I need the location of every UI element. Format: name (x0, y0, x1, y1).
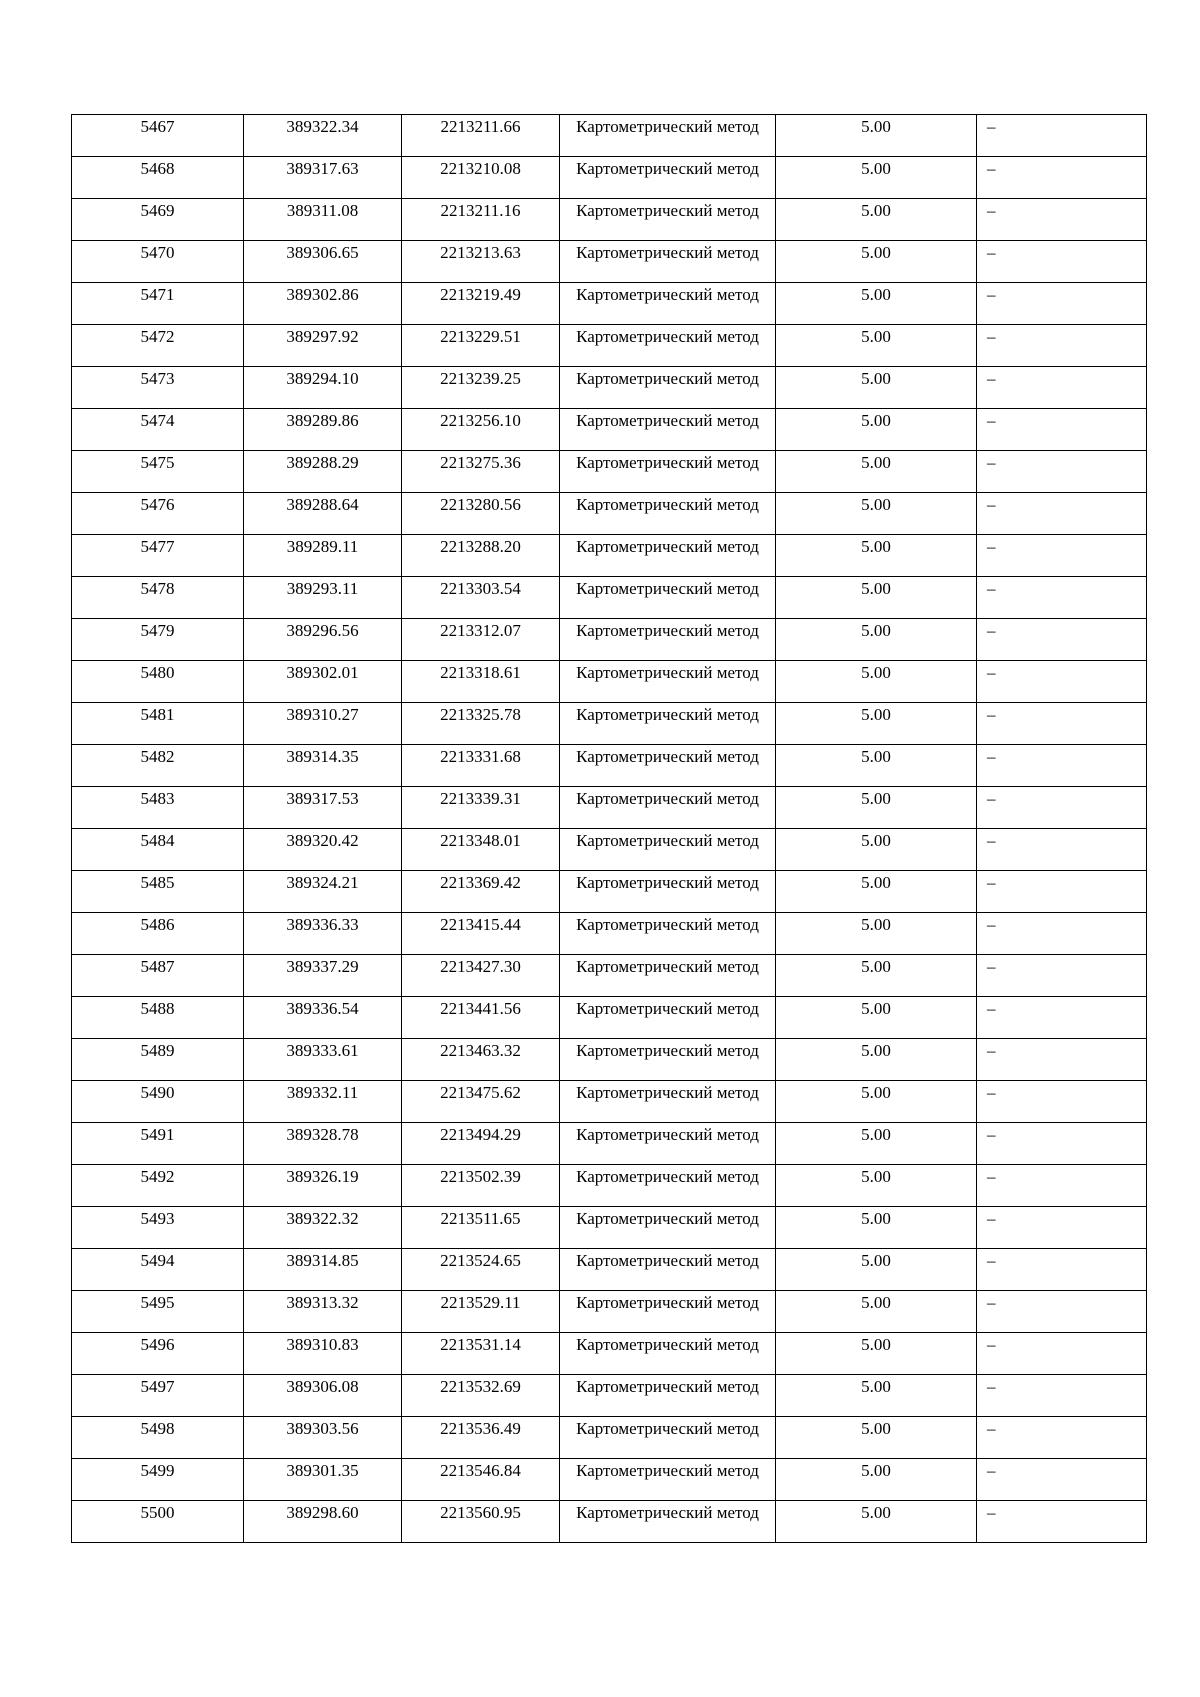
error-cell: 5.00 (776, 535, 977, 577)
y-coordinate-cell: 2213532.69 (402, 1375, 560, 1417)
x-coordinate-cell: 389306.08 (244, 1375, 402, 1417)
y-coordinate-cell: 2213280.56 (402, 493, 560, 535)
method-cell: Картометрический метод (560, 115, 776, 157)
description-cell: – (977, 493, 1147, 535)
error-cell: 5.00 (776, 1375, 977, 1417)
method-cell: Картометрический метод (560, 1081, 776, 1123)
x-coordinate-cell: 389301.35 (244, 1459, 402, 1501)
point-number-cell: 5471 (72, 283, 244, 325)
x-coordinate-cell: 389337.29 (244, 955, 402, 997)
error-cell: 5.00 (776, 1291, 977, 1333)
x-coordinate-cell: 389302.86 (244, 283, 402, 325)
method-cell: Картометрический метод (560, 787, 776, 829)
description-cell: – (977, 829, 1147, 871)
point-number-cell: 5477 (72, 535, 244, 577)
method-cell: Картометрический метод (560, 493, 776, 535)
error-cell: 5.00 (776, 577, 977, 619)
x-coordinate-cell: 389336.33 (244, 913, 402, 955)
point-number-cell: 5474 (72, 409, 244, 451)
error-cell: 5.00 (776, 997, 977, 1039)
x-coordinate-cell: 389306.65 (244, 241, 402, 283)
table-row (72, 157, 1147, 199)
x-coordinate-cell: 389313.32 (244, 1291, 402, 1333)
y-coordinate-cell: 2213546.84 (402, 1459, 560, 1501)
point-number-cell: 5488 (72, 997, 244, 1039)
point-number-cell: 5497 (72, 1375, 244, 1417)
description-cell: – (977, 115, 1147, 157)
point-number-cell: 5493 (72, 1207, 244, 1249)
error-cell: 5.00 (776, 1501, 977, 1543)
x-coordinate-cell: 389303.56 (244, 1417, 402, 1459)
y-coordinate-cell: 2213256.10 (402, 409, 560, 451)
point-number-cell: 5499 (72, 1459, 244, 1501)
method-cell: Картометрический метод (560, 1123, 776, 1165)
x-coordinate-cell: 389288.29 (244, 451, 402, 493)
error-cell: 5.00 (776, 1039, 977, 1081)
method-cell: Картометрический метод (560, 1333, 776, 1375)
table-row (72, 1333, 1147, 1375)
error-cell: 5.00 (776, 871, 977, 913)
description-cell: – (977, 661, 1147, 703)
x-coordinate-cell: 389314.35 (244, 745, 402, 787)
table-row (72, 577, 1147, 619)
method-cell: Картометрический метод (560, 535, 776, 577)
x-coordinate-cell: 389317.63 (244, 157, 402, 199)
error-cell: 5.00 (776, 1165, 977, 1207)
table-row (72, 745, 1147, 787)
method-cell: Картометрический метод (560, 199, 776, 241)
description-cell: – (977, 1081, 1147, 1123)
description-cell: – (977, 157, 1147, 199)
description-cell: – (977, 955, 1147, 997)
method-cell: Картометрический метод (560, 367, 776, 409)
y-coordinate-cell: 2213494.29 (402, 1123, 560, 1165)
y-coordinate-cell: 2213536.49 (402, 1417, 560, 1459)
x-coordinate-cell: 389310.27 (244, 703, 402, 745)
y-coordinate-cell: 2213463.32 (402, 1039, 560, 1081)
x-coordinate-cell: 389328.78 (244, 1123, 402, 1165)
y-coordinate-cell: 2213211.16 (402, 199, 560, 241)
method-cell: Картометрический метод (560, 913, 776, 955)
description-cell: – (977, 1291, 1147, 1333)
method-cell: Картометрический метод (560, 1207, 776, 1249)
x-coordinate-cell: 389320.42 (244, 829, 402, 871)
method-cell: Картометрический метод (560, 241, 776, 283)
error-cell: 5.00 (776, 829, 977, 871)
description-cell: – (977, 367, 1147, 409)
point-number-cell: 5498 (72, 1417, 244, 1459)
error-cell: 5.00 (776, 955, 977, 997)
point-number-cell: 5475 (72, 451, 244, 493)
description-cell: – (977, 1165, 1147, 1207)
coordinates-table-body (72, 115, 1147, 1543)
x-coordinate-cell: 389294.10 (244, 367, 402, 409)
y-coordinate-cell: 2213210.08 (402, 157, 560, 199)
table-row (72, 703, 1147, 745)
table-row (72, 1459, 1147, 1501)
error-cell: 5.00 (776, 913, 977, 955)
error-cell: 5.00 (776, 241, 977, 283)
error-cell: 5.00 (776, 1417, 977, 1459)
y-coordinate-cell: 2213213.63 (402, 241, 560, 283)
table-row (72, 955, 1147, 997)
method-cell: Картометрический метод (560, 1249, 776, 1291)
y-coordinate-cell: 2213502.39 (402, 1165, 560, 1207)
point-number-cell: 5494 (72, 1249, 244, 1291)
x-coordinate-cell: 389296.56 (244, 619, 402, 661)
method-cell: Картометрический метод (560, 703, 776, 745)
error-cell: 5.00 (776, 157, 977, 199)
x-coordinate-cell: 389332.11 (244, 1081, 402, 1123)
description-cell: – (977, 1039, 1147, 1081)
x-coordinate-cell: 389333.61 (244, 1039, 402, 1081)
method-cell: Картометрический метод (560, 997, 776, 1039)
table-row (72, 115, 1147, 157)
point-number-cell: 5472 (72, 325, 244, 367)
description-cell: – (977, 199, 1147, 241)
y-coordinate-cell: 2213229.51 (402, 325, 560, 367)
y-coordinate-cell: 2213211.66 (402, 115, 560, 157)
x-coordinate-cell: 389293.11 (244, 577, 402, 619)
table-row (72, 325, 1147, 367)
method-cell: Картометрический метод (560, 577, 776, 619)
x-coordinate-cell: 389289.86 (244, 409, 402, 451)
description-cell: – (977, 1123, 1147, 1165)
description-cell: – (977, 1417, 1147, 1459)
table-row (72, 829, 1147, 871)
error-cell: 5.00 (776, 325, 977, 367)
point-number-cell: 5473 (72, 367, 244, 409)
table-row (72, 619, 1147, 661)
point-number-cell: 5480 (72, 661, 244, 703)
point-number-cell: 5481 (72, 703, 244, 745)
method-cell: Картометрический метод (560, 955, 776, 997)
x-coordinate-cell: 389314.85 (244, 1249, 402, 1291)
y-coordinate-cell: 2213529.11 (402, 1291, 560, 1333)
method-cell: Картометрический метод (560, 1039, 776, 1081)
table-row (72, 367, 1147, 409)
description-cell: – (977, 409, 1147, 451)
point-number-cell: 5479 (72, 619, 244, 661)
point-number-cell: 5476 (72, 493, 244, 535)
y-coordinate-cell: 2213524.65 (402, 1249, 560, 1291)
description-cell: – (977, 619, 1147, 661)
point-number-cell: 5484 (72, 829, 244, 871)
table-row (72, 283, 1147, 325)
description-cell: – (977, 997, 1147, 1039)
table-row (72, 1417, 1147, 1459)
table-row (72, 1081, 1147, 1123)
description-cell: – (977, 1375, 1147, 1417)
coordinates-table (71, 114, 1147, 1543)
y-coordinate-cell: 2213560.95 (402, 1501, 560, 1543)
y-coordinate-cell: 2213441.56 (402, 997, 560, 1039)
error-cell: 5.00 (776, 745, 977, 787)
method-cell: Картометрический метод (560, 871, 776, 913)
table-row (72, 535, 1147, 577)
method-cell: Картометрический метод (560, 1459, 776, 1501)
error-cell: 5.00 (776, 1123, 977, 1165)
table-row (72, 1501, 1147, 1543)
error-cell: 5.00 (776, 1333, 977, 1375)
error-cell: 5.00 (776, 493, 977, 535)
description-cell: – (977, 1207, 1147, 1249)
description-cell: – (977, 283, 1147, 325)
method-cell: Картометрический метод (560, 451, 776, 493)
error-cell: 5.00 (776, 1207, 977, 1249)
y-coordinate-cell: 2213531.14 (402, 1333, 560, 1375)
y-coordinate-cell: 2213331.68 (402, 745, 560, 787)
description-cell: – (977, 1333, 1147, 1375)
error-cell: 5.00 (776, 703, 977, 745)
y-coordinate-cell: 2213348.01 (402, 829, 560, 871)
point-number-cell: 5486 (72, 913, 244, 955)
method-cell: Картометрический метод (560, 325, 776, 367)
x-coordinate-cell: 389310.83 (244, 1333, 402, 1375)
method-cell: Картометрический метод (560, 1375, 776, 1417)
description-cell: – (977, 871, 1147, 913)
table-row (72, 661, 1147, 703)
point-number-cell: 5496 (72, 1333, 244, 1375)
point-number-cell: 5482 (72, 745, 244, 787)
method-cell: Картометрический метод (560, 283, 776, 325)
x-coordinate-cell: 389322.32 (244, 1207, 402, 1249)
table-row (72, 787, 1147, 829)
error-cell: 5.00 (776, 1459, 977, 1501)
point-number-cell: 5491 (72, 1123, 244, 1165)
point-number-cell: 5467 (72, 115, 244, 157)
y-coordinate-cell: 2213339.31 (402, 787, 560, 829)
point-number-cell: 5500 (72, 1501, 244, 1543)
error-cell: 5.00 (776, 661, 977, 703)
y-coordinate-cell: 2213312.07 (402, 619, 560, 661)
x-coordinate-cell: 389297.92 (244, 325, 402, 367)
table-row (72, 451, 1147, 493)
table-row (72, 1207, 1147, 1249)
y-coordinate-cell: 2213303.54 (402, 577, 560, 619)
x-coordinate-cell: 389317.53 (244, 787, 402, 829)
error-cell: 5.00 (776, 787, 977, 829)
table-row (72, 241, 1147, 283)
point-number-cell: 5478 (72, 577, 244, 619)
table-row (72, 1123, 1147, 1165)
method-cell: Картометрический метод (560, 1291, 776, 1333)
description-cell: – (977, 451, 1147, 493)
y-coordinate-cell: 2213427.30 (402, 955, 560, 997)
x-coordinate-cell: 389302.01 (244, 661, 402, 703)
description-cell: – (977, 1459, 1147, 1501)
error-cell: 5.00 (776, 1249, 977, 1291)
method-cell: Картометрический метод (560, 409, 776, 451)
y-coordinate-cell: 2213239.25 (402, 367, 560, 409)
table-row (72, 871, 1147, 913)
y-coordinate-cell: 2213288.20 (402, 535, 560, 577)
point-number-cell: 5483 (72, 787, 244, 829)
method-cell: Картометрический метод (560, 1501, 776, 1543)
table-row (72, 1249, 1147, 1291)
method-cell: Картометрический метод (560, 745, 776, 787)
x-coordinate-cell: 389298.60 (244, 1501, 402, 1543)
table-row (72, 199, 1147, 241)
error-cell: 5.00 (776, 1081, 977, 1123)
point-number-cell: 5485 (72, 871, 244, 913)
table-row (72, 1039, 1147, 1081)
y-coordinate-cell: 2213275.36 (402, 451, 560, 493)
y-coordinate-cell: 2213219.49 (402, 283, 560, 325)
point-number-cell: 5495 (72, 1291, 244, 1333)
description-cell: – (977, 1501, 1147, 1543)
error-cell: 5.00 (776, 451, 977, 493)
error-cell: 5.00 (776, 115, 977, 157)
table-row (72, 913, 1147, 955)
error-cell: 5.00 (776, 619, 977, 661)
description-cell: – (977, 1249, 1147, 1291)
description-cell: – (977, 535, 1147, 577)
table-row (72, 997, 1147, 1039)
point-number-cell: 5492 (72, 1165, 244, 1207)
method-cell: Картометрический метод (560, 661, 776, 703)
method-cell: Картометрический метод (560, 619, 776, 661)
description-cell: – (977, 745, 1147, 787)
x-coordinate-cell: 389322.34 (244, 115, 402, 157)
point-number-cell: 5470 (72, 241, 244, 283)
table-row (72, 409, 1147, 451)
error-cell: 5.00 (776, 367, 977, 409)
point-number-cell: 5469 (72, 199, 244, 241)
point-number-cell: 5487 (72, 955, 244, 997)
table-row (72, 493, 1147, 535)
table-row (72, 1375, 1147, 1417)
description-cell: – (977, 325, 1147, 367)
y-coordinate-cell: 2213415.44 (402, 913, 560, 955)
description-cell: – (977, 703, 1147, 745)
error-cell: 5.00 (776, 199, 977, 241)
y-coordinate-cell: 2213318.61 (402, 661, 560, 703)
table-row (72, 1291, 1147, 1333)
point-number-cell: 5490 (72, 1081, 244, 1123)
method-cell: Картометрический метод (560, 829, 776, 871)
description-cell: – (977, 787, 1147, 829)
description-cell: – (977, 577, 1147, 619)
method-cell: Картометрический метод (560, 157, 776, 199)
x-coordinate-cell: 389326.19 (244, 1165, 402, 1207)
point-number-cell: 5468 (72, 157, 244, 199)
y-coordinate-cell: 2213511.65 (402, 1207, 560, 1249)
description-cell: – (977, 241, 1147, 283)
x-coordinate-cell: 389288.64 (244, 493, 402, 535)
x-coordinate-cell: 389289.11 (244, 535, 402, 577)
x-coordinate-cell: 389336.54 (244, 997, 402, 1039)
y-coordinate-cell: 2213475.62 (402, 1081, 560, 1123)
method-cell: Картометрический метод (560, 1165, 776, 1207)
error-cell: 5.00 (776, 409, 977, 451)
y-coordinate-cell: 2213325.78 (402, 703, 560, 745)
method-cell: Картометрический метод (560, 1417, 776, 1459)
point-number-cell: 5489 (72, 1039, 244, 1081)
x-coordinate-cell: 389311.08 (244, 199, 402, 241)
x-coordinate-cell: 389324.21 (244, 871, 402, 913)
table-row (72, 1165, 1147, 1207)
description-cell: – (977, 913, 1147, 955)
error-cell: 5.00 (776, 283, 977, 325)
y-coordinate-cell: 2213369.42 (402, 871, 560, 913)
